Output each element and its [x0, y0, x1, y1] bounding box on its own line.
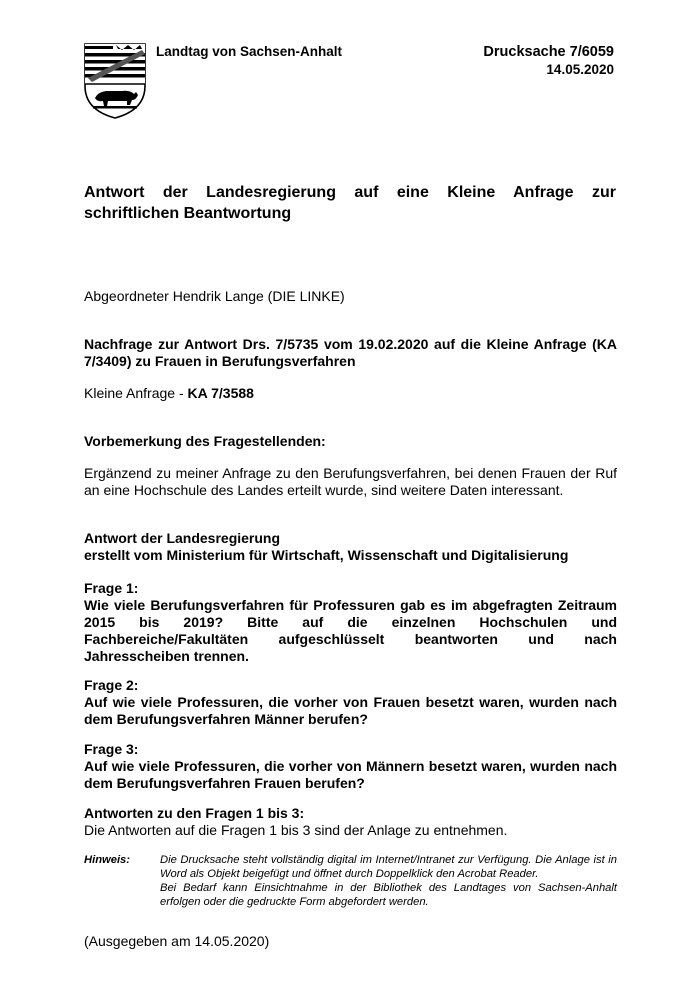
answer-header-line2: erstellt vom Ministerium für Wirtschaft, Wissenschaft und Digitalisierung: [84, 547, 569, 563]
ka-prefix: Kleine Anfrage -: [84, 385, 188, 401]
coat-of-arms-logo: [82, 40, 148, 120]
question-1: [84, 580, 617, 665]
drucksache-number: Drucksache 7/6059: [483, 44, 614, 60]
question-3-text: Auf wie viele Professuren, die vorher von Männern besetzt waren, wurden nach dem Berufungsverfahren Frauen berufen?: [84, 758, 617, 791]
question-2: [84, 677, 617, 728]
preliminary-heading: Vorbemerkung des Fragestellenden:: [84, 433, 326, 449]
note-label: Hinweis:: [84, 854, 131, 866]
answers-text: Die Antworten auf die Fragen 1 bis 3 sind der Anlage zu entnehmen.: [84, 822, 508, 838]
question-3-label: Frage 3:: [84, 741, 139, 757]
question-3: [84, 741, 617, 792]
document-title: Antwort der Landesregierung auf eine Kleine Anfrage zur schriftlichen Beantwortung: [84, 184, 616, 222]
answers-block: [84, 805, 617, 839]
author-line: Abgeordneter Hendrik Lange (DIE LINKE): [84, 288, 345, 304]
drucksache-date: 14.05.2020: [546, 62, 614, 77]
answers-heading: Antworten zu den Fragen 1 bis 3:: [84, 805, 305, 821]
note-text-2: Bei Bedarf kann Einsichtnahme in der Bibliothek des Landtages von Sachsen-Anhalt erfolgen oder die gedruckte Form abgefordert werden.: [160, 882, 617, 908]
question-1-text: Wie viele Berufungsverfahren für Professuren gab es im abgefragten Zeitraum 2015 bis 2019? Bitte auf die einzelnen Hochschulen und Fachbereiche/Fakultäten aufgeschlüsselt beantworten und nach Jahresscheiben trennen.: [84, 597, 617, 664]
question-1-label: Frage 1:: [84, 580, 139, 596]
preliminary-text: Ergänzend zu meiner Anfrage zu den Berufungsverfahren, bei denen Frauen der Ruf an eine Hochschule des Landes erteilt wurde, sind weitere Daten interessant.: [84, 465, 617, 498]
note-text-1: Die Drucksache steht vollständig digital im Internet/Intranet zur Verfügung. Die Anlage ist in Word als Objekt beigefügt und öffnet durch Doppelklick den Acrobat Reader.: [160, 854, 617, 880]
answer-header: [84, 530, 617, 564]
drucksache-block: [483, 44, 614, 78]
organization-name: Landtag von Sachsen-Anhalt: [156, 44, 343, 59]
question-2-label: Frage 2:: [84, 677, 139, 693]
subject-line: Nachfrage zur Antwort Drs. 7/5735 vom 19.02.2020 auf die Kleine Anfrage (KA 7/3409) zu Frauen in Berufungsverfahren: [84, 336, 617, 369]
answer-header-line1: Antwort der Landesregierung: [84, 530, 281, 546]
issued-date: (Ausgegeben am 14.05.2020): [84, 933, 270, 949]
ka-number: KA 7/3588: [187, 385, 254, 401]
question-2-text: Auf wie viele Professuren, die vorher von Frauen besetzt waren, wurden nach dem Berufungsverfahren Männer berufen?: [84, 694, 617, 727]
note-block: [84, 853, 617, 909]
ka-line: [84, 385, 617, 402]
